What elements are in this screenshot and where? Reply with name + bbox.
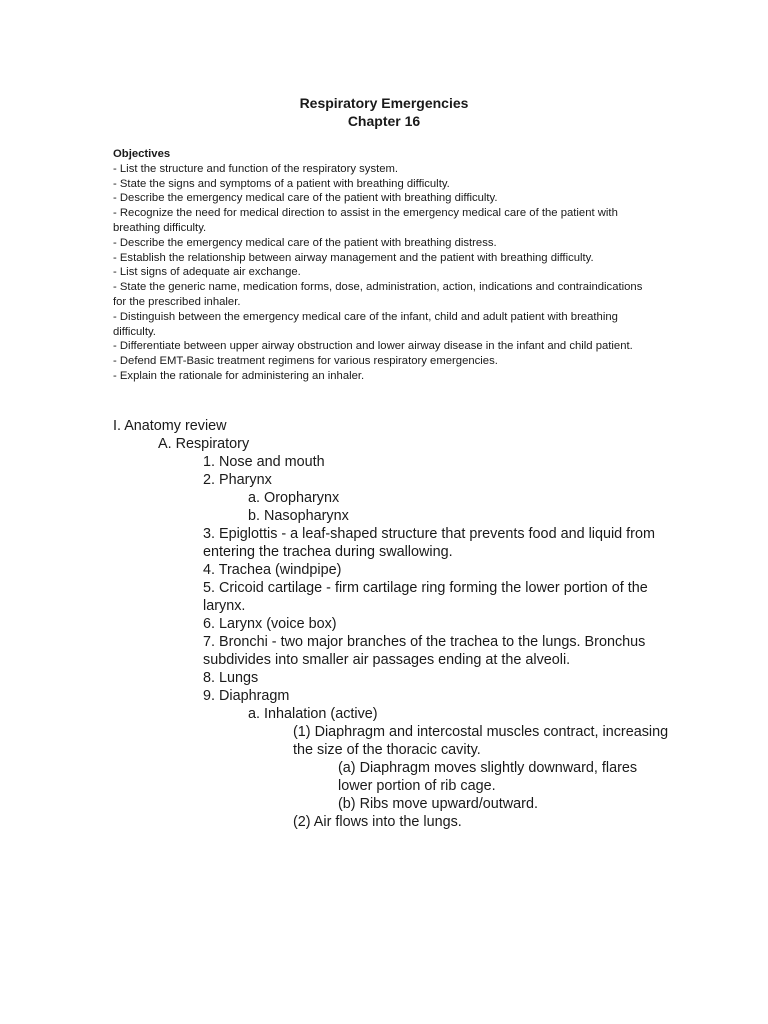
objective-item: - Describe the emergency medical care of the patient with breathing distress. bbox=[113, 236, 497, 249]
outline-item: 8. Lungs bbox=[203, 670, 259, 686]
outline-item: 1. Nose and mouth bbox=[203, 454, 325, 470]
outline-item: A. Respiratory bbox=[158, 436, 250, 452]
outline-item: 7. Bronchi - two major branches of the trachea to the lungs. Bronchus subdivides into smaller air passages ending at the alveoli. bbox=[203, 634, 646, 668]
outline-item: a. Oropharynx bbox=[248, 490, 340, 506]
outline-item: 9. Diaphragm bbox=[203, 688, 290, 704]
objective-item: - Establish the relationship between airway management and the patient with breathing difficulty. bbox=[113, 251, 594, 264]
objective-item: - List the structure and function of the respiratory system. bbox=[113, 162, 399, 175]
objectives-section bbox=[113, 147, 658, 384]
objective-item: - List signs of adequate air exchange. bbox=[113, 266, 301, 279]
outline-item: 4. Trachea (windpipe) bbox=[203, 562, 342, 578]
objective-item: - Defend EMT-Basic treatment regimens for various respiratory emergencies. bbox=[113, 355, 498, 368]
outline-item: (a) Diaphragm moves slightly downward, flares lower portion of rib cage. bbox=[338, 760, 638, 794]
outline-item: (b) Ribs move upward/outward. bbox=[338, 796, 538, 812]
objective-item: - State the signs and symptoms of a patient with breathing difficulty. bbox=[113, 177, 450, 190]
objective-item: - Differentiate between upper airway obstruction and lower airway disease in the infant and child patient. bbox=[113, 340, 633, 353]
objective-item: - Describe the emergency medical care of the patient with breathing difficulty. bbox=[113, 192, 498, 205]
outline-item: I. Anatomy review bbox=[113, 418, 227, 434]
outline-item: 2. Pharynx bbox=[203, 472, 272, 488]
objective-item: - Recognize the need for medical direction to assist in the emergency medical care of the patient with breathing difficulty. bbox=[113, 207, 618, 234]
document-title: Respiratory Emergencies bbox=[299, 95, 469, 111]
anatomy-outline bbox=[113, 417, 673, 831]
objectives-heading: Objectives bbox=[113, 148, 171, 160]
outline-item: a. Inhalation (active) bbox=[248, 706, 378, 722]
outline-item: b. Nasopharynx bbox=[248, 508, 349, 524]
objective-item: - Explain the rationale for administering an inhaler. bbox=[113, 369, 365, 382]
outline-item: 5. Cricoid cartilage - firm cartilage ring forming the lower portion of the larynx. bbox=[203, 580, 648, 614]
objective-item: - State the generic name, medication forms, dose, administration, action, indications and contraindications for the prescribed inhaler. bbox=[113, 281, 643, 308]
chapter-label: Chapter 16 bbox=[347, 113, 421, 129]
outline-item: (1) Diaphragm and intercostal muscles contract, increasing the size of the thoracic cavity. bbox=[293, 724, 669, 758]
outline-item: 3. Epiglottis - a leaf-shaped structure that prevents food and liquid from entering the trachea during swallowing. bbox=[203, 526, 655, 560]
objective-item: - Distinguish between the emergency medical care of the infant, child and adult patient with breathing difficulty. bbox=[113, 310, 618, 338]
outline-item: (2) Air flows into the lungs. bbox=[293, 814, 462, 830]
outline-item: 6. Larynx (voice box) bbox=[203, 616, 337, 632]
